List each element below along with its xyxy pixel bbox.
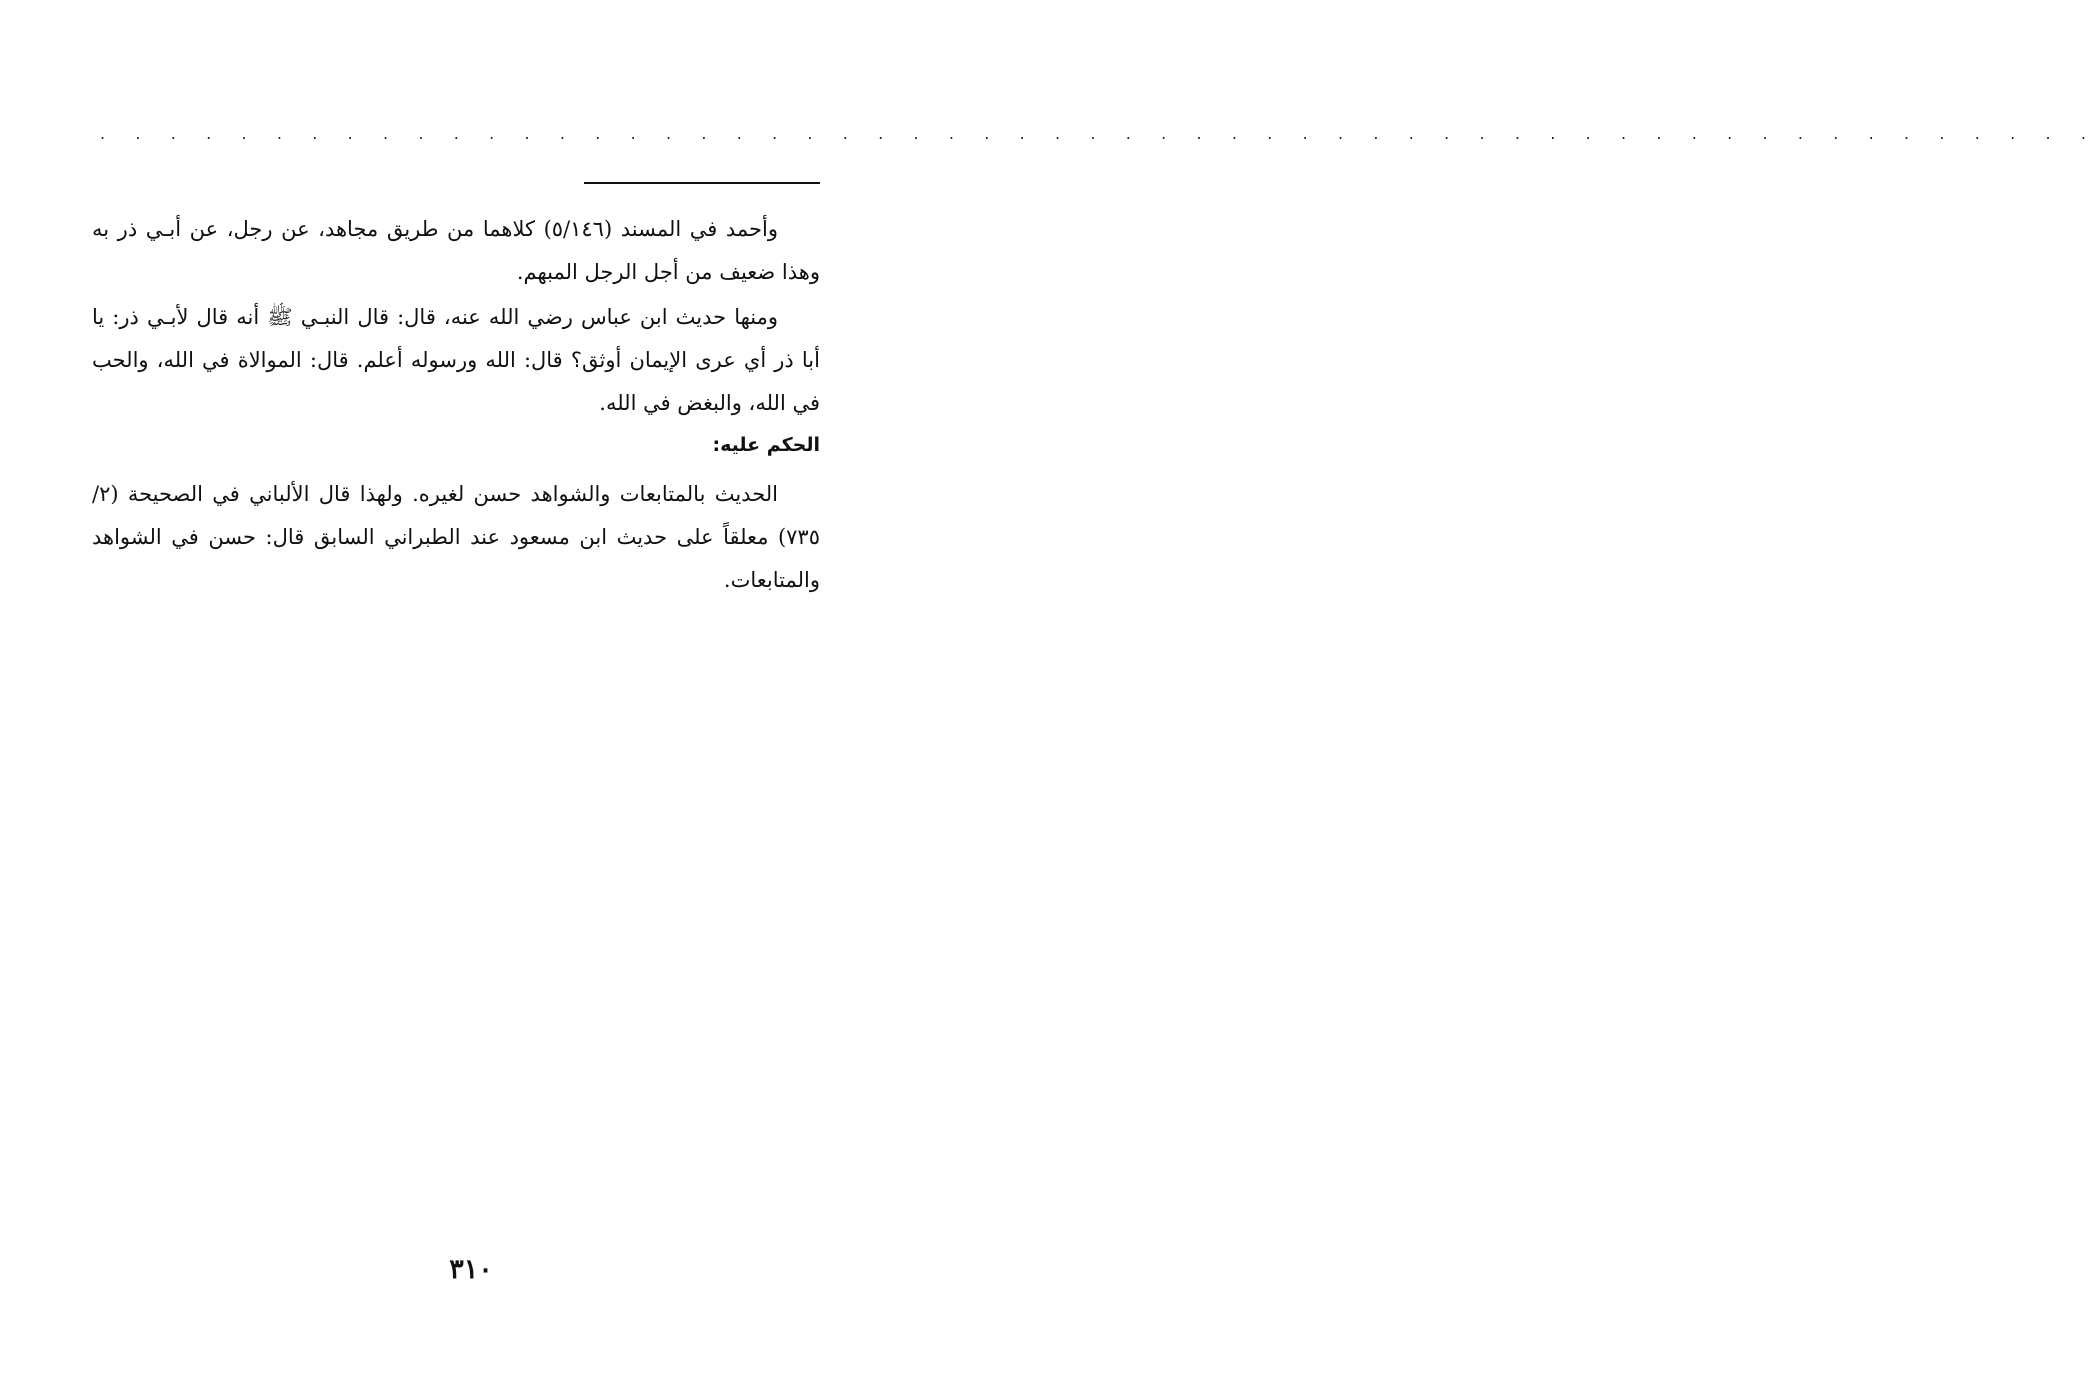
verdict-heading: الحكم عليه:	[712, 434, 820, 456]
page-body	[92, 208, 820, 602]
separator-dots: . . . . . . . . . . . . . . . . . . . . . . . . . . . . . . . . . . . . . . . . . . . . . . . . . . . . . . . . .	[100, 124, 2099, 143]
footnote-paragraph: وأحمد في المسند (٥/١٤٦) كلاهما من طريق مجاهد، عن رجل، عن أبـي ذر به وهذا ضعيف من أجل الرجل المبهم.	[92, 217, 820, 284]
footnote-rule	[584, 182, 820, 184]
verdict-paragraph: الحديث بالمتابعات والشواهد حسن لغيره. ولهذا قال الألباني في الصحيحة (٢/ ٧٣٥) معلقاً على حديث ابن مسعود عند الطبراني السابق قال: حسن في الشواهد والمتابعات.	[92, 482, 820, 592]
page-number: ٣١٠	[449, 1254, 493, 1285]
hadith-paragraph: ومنها حديث ابن عباس رضي الله عنه، قال: قال النبـي ﷺ أنه قال لأبـي ذر: يا أبا ذر أي عرى الإيمان أوثق؟ قال: الله ورسوله أعلم. قال: الموالاة في الله، والحب في الله، والبغض في الله.	[92, 305, 820, 415]
